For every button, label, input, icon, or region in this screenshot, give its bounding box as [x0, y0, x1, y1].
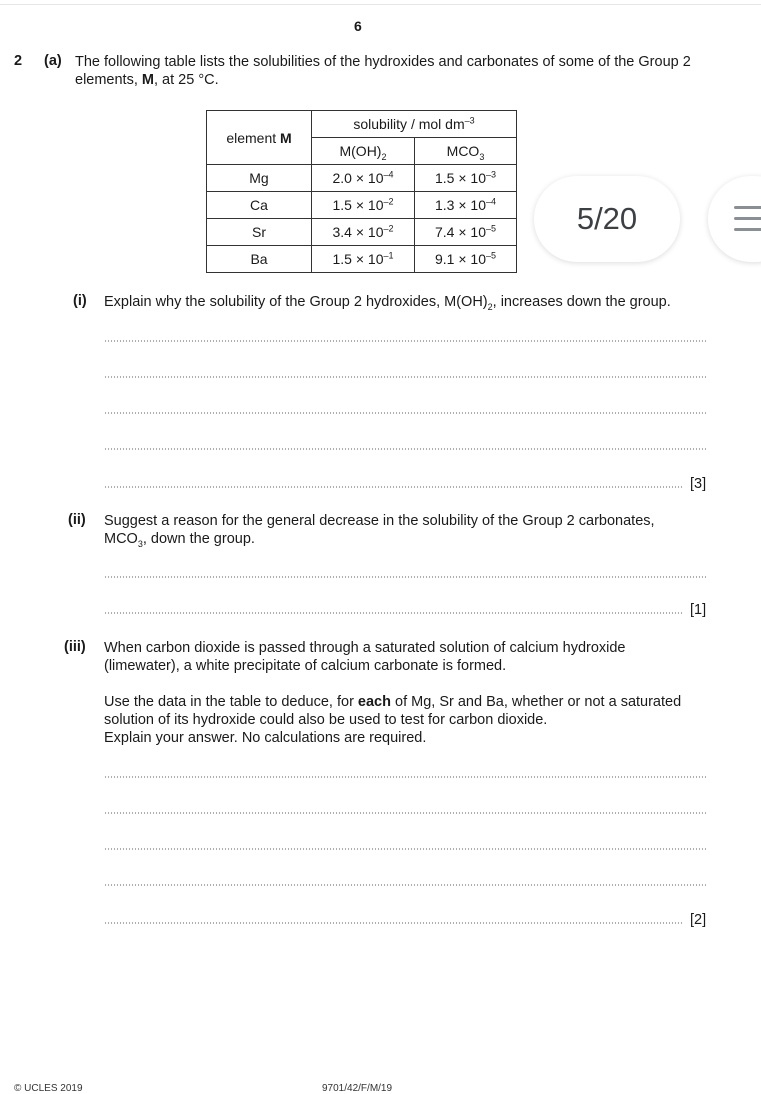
table-row: [207, 246, 517, 273]
answer-line[interactable]: [104, 340, 706, 342]
cell-hydroxide: $2.0 \times 10^{-4}$: [312, 165, 415, 192]
sub-question-iii-para-1: When carbon dioxide is passed through a saturated solution of calcium hydroxide (limewater), a white precipitate of calcium carbonate is formed.: [104, 640, 626, 674]
intro-line-2a: elements,: [75, 72, 142, 88]
table-row: [207, 219, 517, 246]
footer-code: 9701/42/F/M/19: [322, 1083, 393, 1094]
answer-line[interactable]: [104, 448, 706, 450]
marks-iii: [2]: [690, 912, 707, 928]
question-number: 2: [14, 53, 23, 69]
solubility-table: [206, 110, 517, 273]
question-intro: [75, 53, 715, 89]
answer-line[interactable]: [104, 376, 706, 378]
cell-carbonate: $1.3 \times 10^{-4}$: [415, 192, 517, 219]
header-element: element M: [207, 111, 312, 165]
answer-line[interactable]: [104, 612, 684, 614]
top-divider: [0, 4, 761, 5]
cell-carbonate: $1.5 \times 10^{-3}$: [415, 165, 517, 192]
cell-carbonate: $9.1 \times 10^{-5}$: [415, 246, 517, 273]
answer-line[interactable]: [104, 412, 706, 414]
sub-question-ii-text: Suggest a reason for the general decrease in the solubility of the Group 2 carbonates, $MCO_3$, down the group.: [104, 513, 655, 549]
intro-line-2b: , at 25 °C.: [154, 72, 219, 88]
answer-line[interactable]: [104, 812, 706, 814]
header-carbonate: $MCO_3$: [415, 138, 517, 165]
table-row: [207, 165, 517, 192]
intro-line-2-bold: M: [141, 72, 154, 88]
marks-i: [3]: [690, 476, 707, 492]
cell-hydroxide: $1.5 \times 10^{-2}$: [312, 192, 415, 219]
answer-line[interactable]: [104, 848, 706, 850]
answer-line[interactable]: [104, 884, 706, 886]
intro-line-1: The following table lists the solubilities of the hydroxides and carbonates of some of the Group 2: [75, 54, 691, 70]
marks-ii: [1]: [690, 602, 707, 618]
page-number: 6: [354, 18, 362, 34]
answer-line[interactable]: [104, 776, 706, 778]
table-row: [207, 192, 517, 219]
answer-line[interactable]: [104, 486, 684, 488]
sub-question-i-text: Explain why the solubility of the Group 2 hydroxides, $M(OH)_2$, increases down the group.: [104, 294, 671, 312]
sub-question-ii-label: (ii): [68, 512, 86, 528]
answer-line[interactable]: [104, 576, 706, 578]
sub-question-iii-label: (iii): [64, 639, 86, 655]
cell-hydroxide: $1.5 \times 10^{-1}$: [312, 246, 415, 273]
cell-element: Ba: [207, 246, 312, 273]
cell-element: Sr: [207, 219, 312, 246]
cell-element: Ca: [207, 192, 312, 219]
footer-copyright: © UCLES 2019: [14, 1083, 83, 1094]
sub-question-iii-para-2: Use the data in the table to deduce, for each of Mg, Sr and Ba, whether or not a saturated solution of its hydroxide could also be used to test for carbon dioxide. Explain your answer. No calculations are required.: [104, 694, 682, 746]
question-part: (a): [44, 53, 62, 69]
menu-button[interactable]: [708, 176, 761, 262]
header-solubility: solubility / mol $dm^{-3}$: [312, 111, 517, 138]
cell-element: Mg: [207, 165, 312, 192]
answer-line[interactable]: [104, 922, 684, 924]
sub-question-i-label: (i): [73, 293, 87, 309]
cell-carbonate: $7.4 \times 10^{-5}$: [415, 219, 517, 246]
header-hydroxide: $M(OH)_2$: [312, 138, 415, 165]
page-indicator-pill[interactable]: 5/20: [534, 176, 680, 262]
cell-hydroxide: $3.4 \times 10^{-2}$: [312, 219, 415, 246]
